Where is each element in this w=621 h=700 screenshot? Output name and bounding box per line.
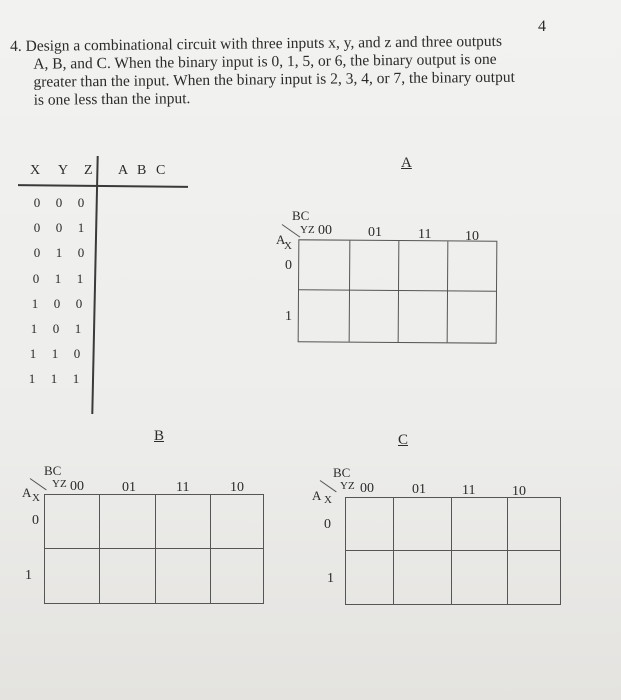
kmap-c-col-label: 01: [412, 482, 426, 497]
table-cell: 1: [30, 321, 38, 336]
kmap-cell-divider: [447, 241, 449, 342]
table-row: [26, 195, 92, 211]
kmap-a-x-label: X: [284, 240, 292, 252]
kmap-a-col-label: 11: [418, 227, 432, 242]
kmap-b-bc-label: BC: [44, 463, 62, 478]
kmap-cell-divider: [155, 495, 156, 603]
kmap-b-x-label: X: [32, 492, 40, 504]
table-cell: 1: [31, 296, 39, 311]
kmap-cell-divider: [210, 495, 211, 603]
table-cell: 0: [33, 195, 41, 210]
kmap-c-col-label: 11: [462, 483, 476, 498]
table-row: [25, 271, 91, 287]
kmap-b-row-label: 0: [32, 513, 39, 528]
table-cell: 0: [55, 195, 63, 210]
kmap-row-divider: [346, 550, 560, 551]
kmap-c-col-label: 10: [512, 484, 526, 499]
kmap-row-divider: [45, 548, 263, 549]
kmap-a-grid: [298, 239, 498, 343]
kmap-a-col-label: 00: [318, 223, 332, 238]
kmap-cell-divider: [349, 241, 351, 342]
kmap-c-col-label: 00: [360, 481, 374, 496]
problem-line: greater than the input. When the binary input is 2, 3, 4, or 7, the binary output: [33, 68, 515, 91]
table-row: [22, 346, 88, 362]
kmap-b-col-label: 00: [70, 479, 84, 494]
truth-table-header-c: C: [156, 163, 167, 178]
table-cell: 0: [73, 346, 81, 361]
table-cell: 1: [54, 271, 62, 286]
kmap-a-row-label: 1: [285, 309, 292, 324]
table-cell: 0: [77, 245, 85, 260]
page-number: 4: [538, 18, 546, 35]
table-cell: 0: [33, 220, 41, 235]
truth-table-header-z: Z: [84, 163, 94, 178]
kmap-a-row-var-label: A: [276, 232, 286, 247]
problem-line: A, B, and C. When the binary input is 0, 1, 5, or 6, the binary output is one: [33, 50, 497, 73]
kmap-b-row-var-label: A: [22, 485, 32, 500]
kmap-b-col-label: 11: [176, 480, 190, 495]
kmap-a-bc-label: BC: [292, 208, 310, 223]
kmap-c-row-label: 0: [324, 517, 331, 532]
table-cell: 0: [52, 321, 60, 336]
table-cell: 1: [51, 346, 59, 361]
table-cell: 0: [53, 296, 61, 311]
table-cell: 1: [55, 245, 63, 260]
kmap-a-row-label: 0: [285, 258, 292, 273]
table-cell: 1: [28, 371, 36, 386]
table-cell: 0: [32, 271, 40, 286]
table-cell: 0: [55, 220, 63, 235]
table-row: [26, 220, 92, 236]
kmap-cell-divider: [99, 495, 100, 603]
kmap-c-yz-label: YZ: [340, 480, 355, 492]
table-row: [26, 245, 92, 261]
table-cell: 0: [77, 195, 85, 210]
kmap-cell-divider: [398, 241, 400, 342]
problem-statement: [10, 32, 566, 110]
truth-table-header-y: Y: [58, 163, 70, 178]
table-cell: 0: [33, 245, 41, 260]
kmap-b-row-label: 1: [25, 568, 32, 583]
kmap-c-x-label: X: [324, 494, 332, 506]
kmap-cell-divider: [507, 498, 508, 604]
kmap-b-title: B: [154, 428, 165, 444]
table-row: [23, 321, 89, 337]
kmap-c-grid: [345, 497, 561, 605]
table-row: [24, 296, 90, 312]
kmap-cell-divider: [393, 498, 394, 604]
table-cell: 0: [75, 296, 83, 311]
kmap-a-title: A: [401, 155, 412, 171]
kmap-a-col-label: 10: [465, 229, 479, 244]
kmap-b-col-label: 01: [122, 480, 136, 495]
problem-line: 4. Design a combinational circuit with three inputs x, y, and z and three outputs: [10, 32, 503, 55]
kmap-a-col-label: 01: [368, 225, 382, 240]
kmap-c-bc-label: BC: [333, 465, 351, 480]
table-row: [21, 371, 87, 387]
kmap-b-yz-label: YZ: [52, 478, 67, 490]
truth-table-header-a: A: [118, 163, 130, 178]
truth-table-header-b: B: [137, 163, 148, 178]
kmap-c-row-var-label: A: [312, 488, 322, 503]
kmap-c-row-label: 1: [327, 571, 334, 586]
kmap-c-title: C: [398, 432, 409, 448]
kmap-b-grid: [44, 494, 264, 604]
problem-line: is one less than the input.: [33, 90, 191, 109]
table-cell: 1: [50, 371, 58, 386]
kmap-a-yz-label: YZ: [300, 224, 315, 236]
table-cell: 1: [77, 220, 85, 235]
kmap-cell-divider: [451, 498, 452, 604]
table-cell: 1: [76, 271, 84, 286]
kmap-b-col-label: 10: [230, 480, 244, 495]
truth-table-header-x: X: [30, 163, 42, 178]
table-cell: 1: [29, 346, 37, 361]
table-cell: 1: [72, 371, 80, 386]
table-cell: 1: [74, 321, 82, 336]
